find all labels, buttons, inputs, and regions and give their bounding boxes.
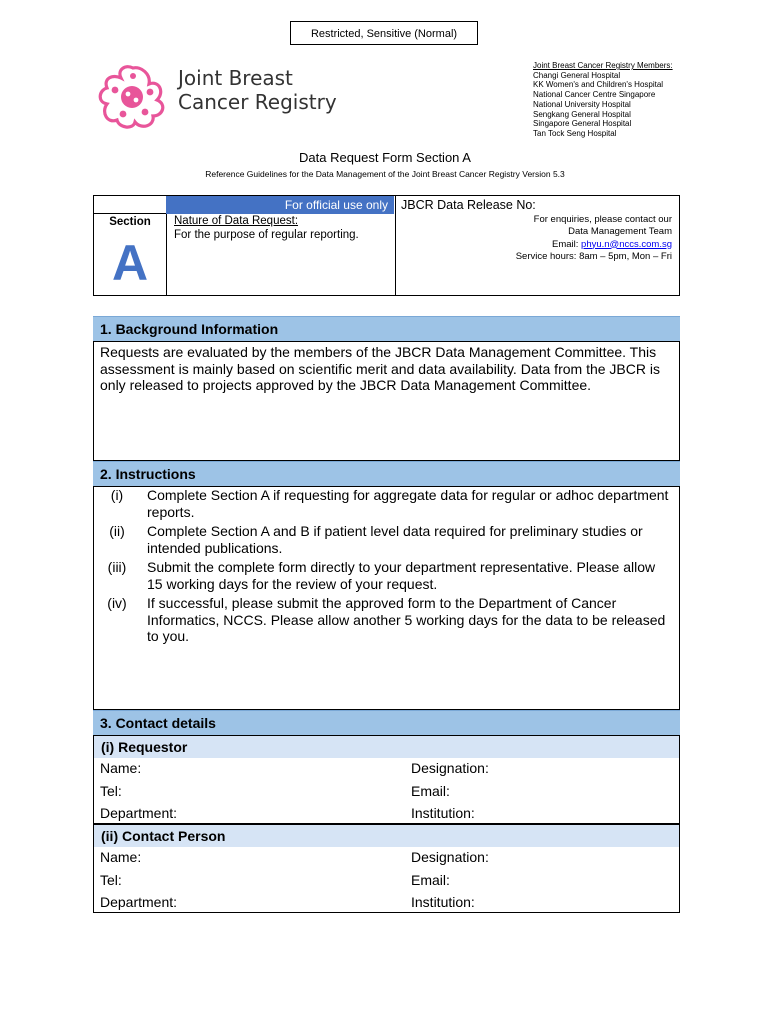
members-list — [533, 61, 673, 139]
requestor-institution-field[interactable]: Institution: — [411, 805, 475, 821]
member-item: Sengkang General Hospital — [533, 109, 631, 119]
requestor-designation-field[interactable]: Designation: — [411, 760, 489, 776]
requestor-department-field[interactable]: Department: — [100, 805, 178, 821]
requestor-fields — [93, 758, 680, 824]
jbcr-logo-icon — [95, 62, 170, 132]
form-title: Data Request Form Section A — [299, 150, 471, 165]
email-label: Email: — [551, 238, 579, 250]
instructions-header: 2. Instructions — [93, 461, 680, 486]
contact-header: 3. Contact details — [93, 710, 680, 735]
member-item: Tan Tock Seng Hospital — [533, 128, 617, 138]
enquiry-line1: For enquiries, please contact our — [533, 214, 672, 225]
list-item — [94, 595, 679, 644]
service-hours: Service hours: 8am – 5pm, Mon – Fri — [515, 250, 672, 262]
section-letter: A — [111, 235, 149, 291]
contact-tel-field[interactable]: Tel: — [100, 872, 122, 888]
divider — [166, 214, 167, 296]
contact-designation-field[interactable]: Designation: — [411, 849, 489, 865]
item-number: (iii) — [107, 559, 127, 575]
item-text: Complete Section A if requesting for aggregate data for regular or adhoc department reports. — [147, 487, 669, 520]
requestor-email-field[interactable]: Email: — [411, 783, 450, 799]
item-number: (i) — [110, 487, 124, 503]
enquiry-info — [412, 214, 672, 263]
background-text: Requests are evaluated by the members of the JBCR Data Management Committee. This assessment is mainly based on scientific merit and data availability. Data from the JBCR is only released to projects approved by the JBCR Data Management Committee. — [100, 344, 660, 393]
section-a-table — [93, 195, 680, 296]
section-label: Section — [109, 216, 151, 228]
classification-label: Restricted, Sensitive (Normal) — [290, 21, 478, 45]
member-item: National Cancer Centre Singapore — [533, 90, 656, 100]
nature-value: For the purpose of regular reporting. — [174, 229, 359, 241]
logo-line2: Cancer Registry — [178, 90, 337, 114]
requestor-name-field[interactable]: Name: — [100, 760, 142, 776]
member-item: Singapore General Hospital — [533, 119, 632, 129]
background-body — [93, 341, 680, 461]
member-item: Changi General Hospital — [533, 70, 621, 80]
contact-person-fields — [93, 847, 680, 913]
item-text: Complete Section A and B if patient level data required for preliminary studies or intended publications. — [147, 523, 643, 556]
list-item — [94, 559, 679, 595]
divider — [94, 213, 166, 214]
email-line — [412, 239, 672, 251]
release-no-label: JBCR Data Release No: — [401, 198, 536, 212]
item-number: (iv) — [107, 595, 127, 611]
official-use-label: For official use only — [166, 196, 394, 214]
logo-line1: Joint Breast — [178, 66, 293, 90]
requestor-tel-field[interactable]: Tel: — [100, 783, 122, 799]
background-header: 1. Background Information — [93, 316, 680, 341]
contact-institution-field[interactable]: Institution: — [411, 894, 475, 910]
item-number: (ii) — [109, 523, 125, 539]
item-text: If successful, please submit the approved form to the Department of Cancer Informatics, NCCS. Please allow another 5 working days for the data to be released to you. — [147, 595, 666, 644]
member-item: KK Women's and Children's Hospital — [533, 80, 664, 90]
contact-person-header: (ii) Contact Person — [93, 824, 680, 847]
item-text: Submit the complete form directly to your department representative. Please allow 15 working days for the review of your request. — [147, 559, 656, 592]
requestor-header: (i) Requestor — [93, 735, 680, 758]
form-subtitle: Reference Guidelines for the Data Management of the Joint Breast Cancer Registry Version 5.3 — [205, 169, 565, 179]
instructions-list — [94, 487, 679, 644]
member-item: National University Hospital — [533, 99, 631, 109]
contact-email-field[interactable]: Email: — [411, 872, 450, 888]
list-item — [94, 523, 679, 559]
logo-text — [178, 66, 337, 114]
members-heading: Joint Breast Cancer Registry Members: — [533, 61, 673, 70]
contact-department-field[interactable]: Department: — [100, 894, 178, 910]
list-item — [94, 487, 679, 523]
email-link[interactable]: phyu.n@nccs.com.sg — [581, 238, 672, 250]
divider — [395, 196, 396, 296]
instructions-body — [93, 486, 680, 710]
nature-label: Nature of Data Request: — [174, 215, 299, 227]
contact-name-field[interactable]: Name: — [100, 849, 142, 865]
enquiry-line2: Data Management Team — [568, 226, 672, 238]
